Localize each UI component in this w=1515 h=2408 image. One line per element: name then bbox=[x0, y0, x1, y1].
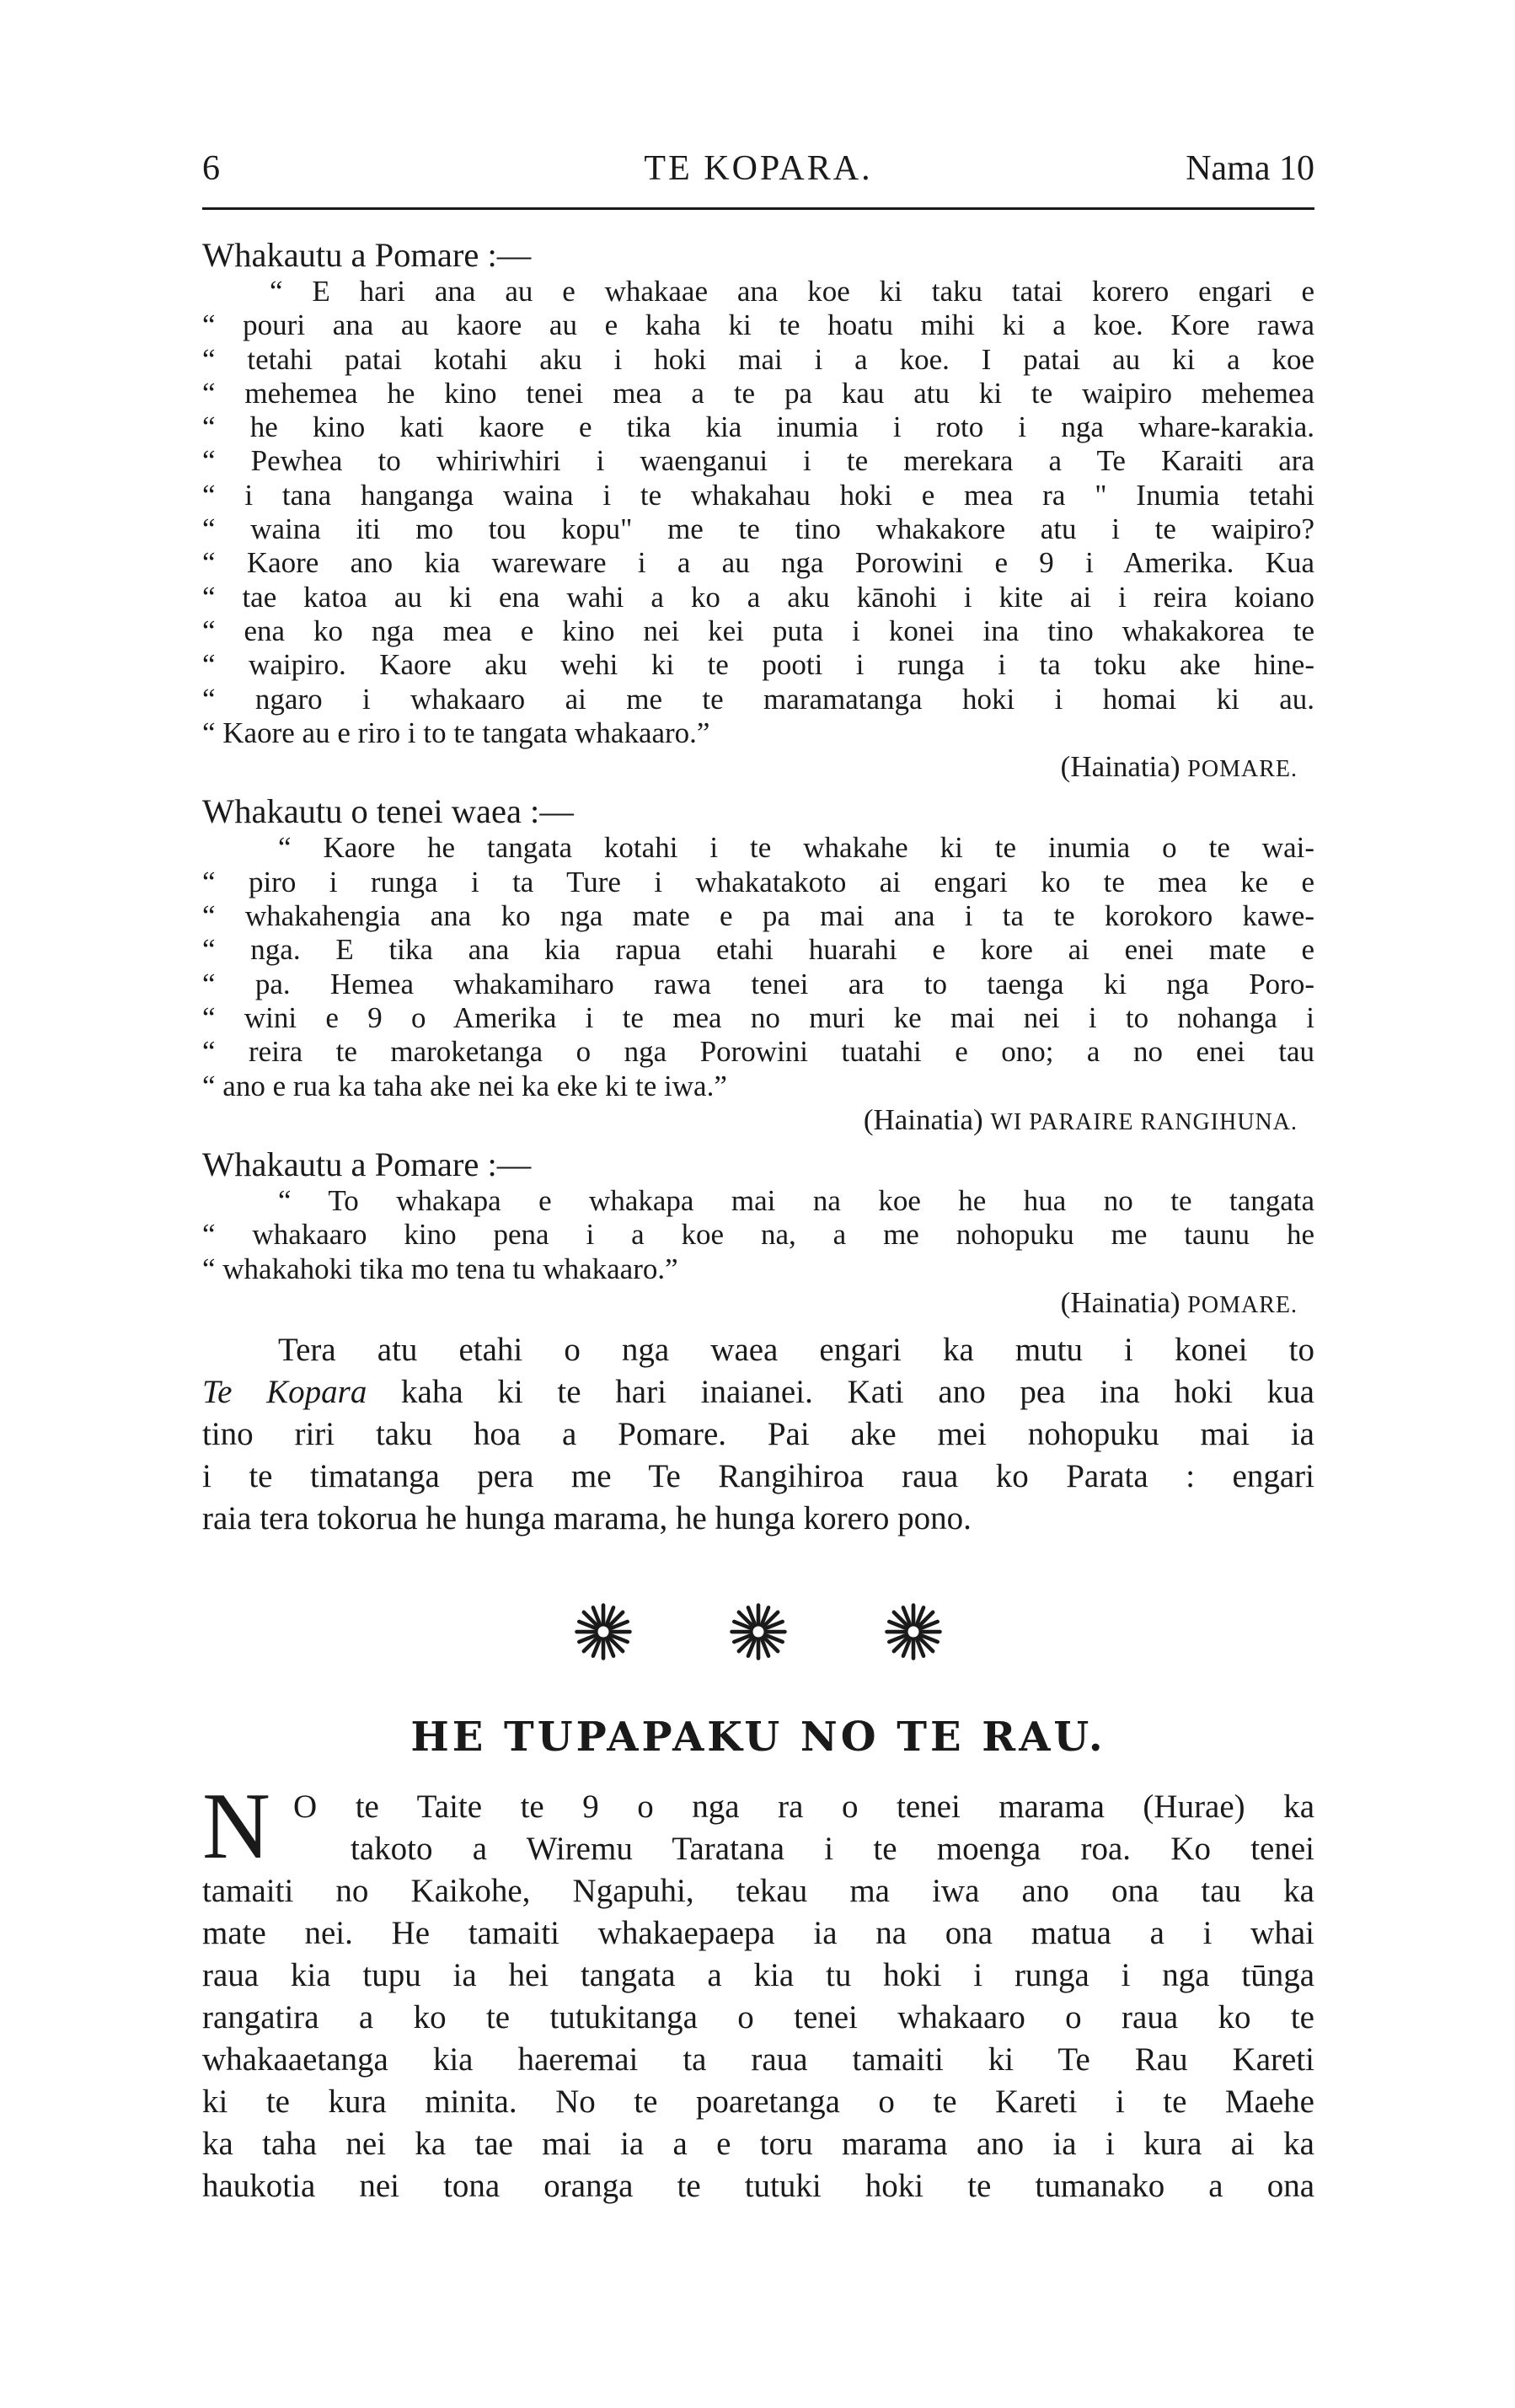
section-label: Whakautu a Pomare :— bbox=[202, 1145, 532, 1184]
quote-line: “ whakahoki tika mo tena tu whakaaro.” bbox=[202, 1252, 678, 1285]
quote-line: “ tetahi patai kotahi aku i hoki mai i a koe. I patai au ki a koe bbox=[202, 342, 1314, 376]
header-rule bbox=[202, 207, 1314, 210]
paragraph-line: raia tera tokorua he hunga marama, he hunga korero pono. bbox=[202, 1500, 972, 1537]
quote-line: “ reira te maroketanga o nga Porowini tuatahi e ono; a no enei tau bbox=[202, 1035, 1314, 1069]
quote-line: “ pa. Hemea whakamiharo rawa tenei ara to taenga ki nga Poro- bbox=[202, 967, 1314, 1000]
paragraph-line: mate nei. He tamaiti whakaepaepa ia na ona matua a i whai bbox=[202, 1915, 1314, 1952]
page-number: 6 bbox=[202, 149, 220, 188]
article-body bbox=[202, 1774, 1314, 2207]
quote-line: “ To whakapa e whakapa mai na koe he hua no te tangata bbox=[278, 1184, 1314, 1218]
telegram-reply-2 bbox=[202, 791, 1314, 1140]
quote-line: “ ngaro i whakaaro ai me te maramatanga hoki i homai ki au. bbox=[202, 682, 1314, 716]
paragraph-line: haukotia nei tona oranga te tutuki hoki te tumanako a ona bbox=[202, 2168, 1314, 2205]
quote-line: “ piro i runga i ta Ture i whakatakoto ai engari ko te mea ke e bbox=[202, 865, 1314, 898]
quote-line: “ ano e rua ka taha ake nei ka eke ki te iwa.” bbox=[202, 1069, 727, 1102]
quote-line: “ Kaore ano kia wareware i a au nga Porowini e 9 i Amerika. Kua bbox=[202, 546, 1314, 580]
quote-line: “ whakahengia ana ko nga mate e pa mai ana i ta te korokoro kawe- bbox=[202, 899, 1314, 933]
signature bbox=[202, 1286, 1314, 1322]
quote-line: “ waipiro. Kaore aku wehi ki te pooti i runga i ta toku ake hine- bbox=[202, 648, 1314, 682]
paragraph-line: i te timatanga pera me Te Rangihiroa raua ko Parata : engari bbox=[202, 1458, 1314, 1495]
signature-prefix: (Hainatia) bbox=[1060, 750, 1180, 784]
article-heading: HE TUPAPAKU NO TE RAU. bbox=[410, 1713, 1106, 1762]
quote-line: “ wini e 9 o Amerika i te mea no muri ke mai nei i to nohanga i bbox=[202, 1000, 1314, 1034]
paragraph-line: takoto a Wiremu Taratana i te moenga roa. Ko tenei bbox=[351, 1831, 1314, 1868]
page-header bbox=[202, 135, 1314, 202]
quote-line: “ Kaore he tangata kotahi i te whakahe ki te inumia o te wai- bbox=[278, 831, 1314, 865]
signature bbox=[202, 1103, 1314, 1140]
paragraph-line: ka taha nei ka tae mai ia a e toru marama ano ia i kura ai ka bbox=[202, 2126, 1314, 2163]
issue-number: Nama 10 bbox=[1186, 149, 1314, 188]
periodical-name-italic: Te Kopara bbox=[202, 1374, 367, 1411]
signature bbox=[202, 750, 1314, 786]
quote-line: “ ena ko nga mea e kino nei kei puta i konei ina tino whakakorea te bbox=[202, 614, 1314, 647]
paragraph-line: tamaiti no Kaikohe, Ngapuhi, tekau ma iwa ano ona tau ka bbox=[202, 1873, 1314, 1910]
flower-ornament-icon bbox=[882, 1601, 945, 1663]
flower-ornament-icon bbox=[572, 1601, 634, 1663]
signature-name: POMARE. bbox=[1187, 1292, 1298, 1319]
drop-cap: N bbox=[202, 1774, 270, 1880]
quote-line: “ he kino kati kaore e tika kia inumia i roto i nga whare-karakia. bbox=[202, 410, 1314, 444]
paragraph-line: tino riri taku hoa a Pomare. Pai ake mei nohopuku mai ia bbox=[202, 1416, 1314, 1453]
paragraph-line: O te Taite te 9 o nga ra o tenei marama (Hurae) ka bbox=[293, 1789, 1314, 1826]
closing-paragraph bbox=[202, 1329, 1314, 1540]
periodical-title: TE KOPARA. bbox=[644, 149, 873, 188]
signature-prefix: (Hainatia) bbox=[863, 1102, 983, 1136]
signature-prefix: (Hainatia) bbox=[1060, 1286, 1180, 1320]
section-label: Whakautu a Pomare :— bbox=[202, 236, 532, 274]
signature-name: POMARE. bbox=[1187, 756, 1298, 783]
signature-name: WI PARAIRE RANGIHUNA. bbox=[990, 1108, 1298, 1135]
document-page bbox=[202, 135, 1314, 2207]
quote-line: “ Pewhea to whiriwhiri i waenganui i te merekara a Te Karaiti ara bbox=[202, 444, 1314, 478]
paragraph-line bbox=[202, 1371, 1314, 1413]
quote-line: “ tae katoa au ki ena wahi a ko a aku kānohi i kite ai i reira koiano bbox=[202, 580, 1314, 614]
telegram-reply-1 bbox=[202, 235, 1314, 786]
section-divider bbox=[202, 1601, 1314, 1663]
quote-line: “ nga. E tika ana kia rapua etahi huarahi e kore ai enei mate e bbox=[202, 933, 1314, 967]
paragraph-text: kaha ki te hari inaianei. Kati ano pea ina hoki kua bbox=[367, 1374, 1314, 1411]
telegram-reply-3 bbox=[202, 1145, 1314, 1322]
paragraph-line: Tera atu etahi o nga waea engari ka mutu i konei to bbox=[278, 1332, 1314, 1369]
quote-line: “ i tana hanganga waina i te whakahau hoki e mea ra " Inumia tetahi bbox=[202, 478, 1314, 512]
paragraph-line: ki te kura minita. No te poaretanga o te Kareti i te Maehe bbox=[202, 2084, 1314, 2121]
paragraph-line: whakaaetanga kia haeremai ta raua tamaiti ki Te Rau Kareti bbox=[202, 2041, 1314, 2078]
quote-line: “ mehemea he kino tenei mea a te pa kau atu ki te waipiro mehemea bbox=[202, 376, 1314, 410]
quote-line: “ waina iti mo tou kopu" me te tino whakakore atu i te waipiro? bbox=[202, 512, 1314, 546]
flower-ornament-icon bbox=[727, 1601, 790, 1663]
quote-line: “ Kaore au e riro i to te tangata whakaaro.” bbox=[202, 716, 710, 749]
quote-line: “ pouri ana au kaore au e kaha ki te hoatu mihi ki a koe. Kore rawa bbox=[202, 308, 1314, 342]
quote-line: “ E hari ana au e whakaae ana koe ki taku tatai korero engari e bbox=[270, 275, 1314, 308]
quote-line: “ whakaaro kino pena i a koe na, a me nohopuku me taunu he bbox=[202, 1218, 1314, 1252]
paragraph-line: raua kia tupu ia hei tangata a kia tu hoki i runga i nga tūnga bbox=[202, 1957, 1314, 1994]
section-label: Whakautu o tenei waea :— bbox=[202, 792, 574, 831]
paragraph-line: rangatira a ko te tutukitanga o tenei whakaaro o raua ko te bbox=[202, 1999, 1314, 2036]
